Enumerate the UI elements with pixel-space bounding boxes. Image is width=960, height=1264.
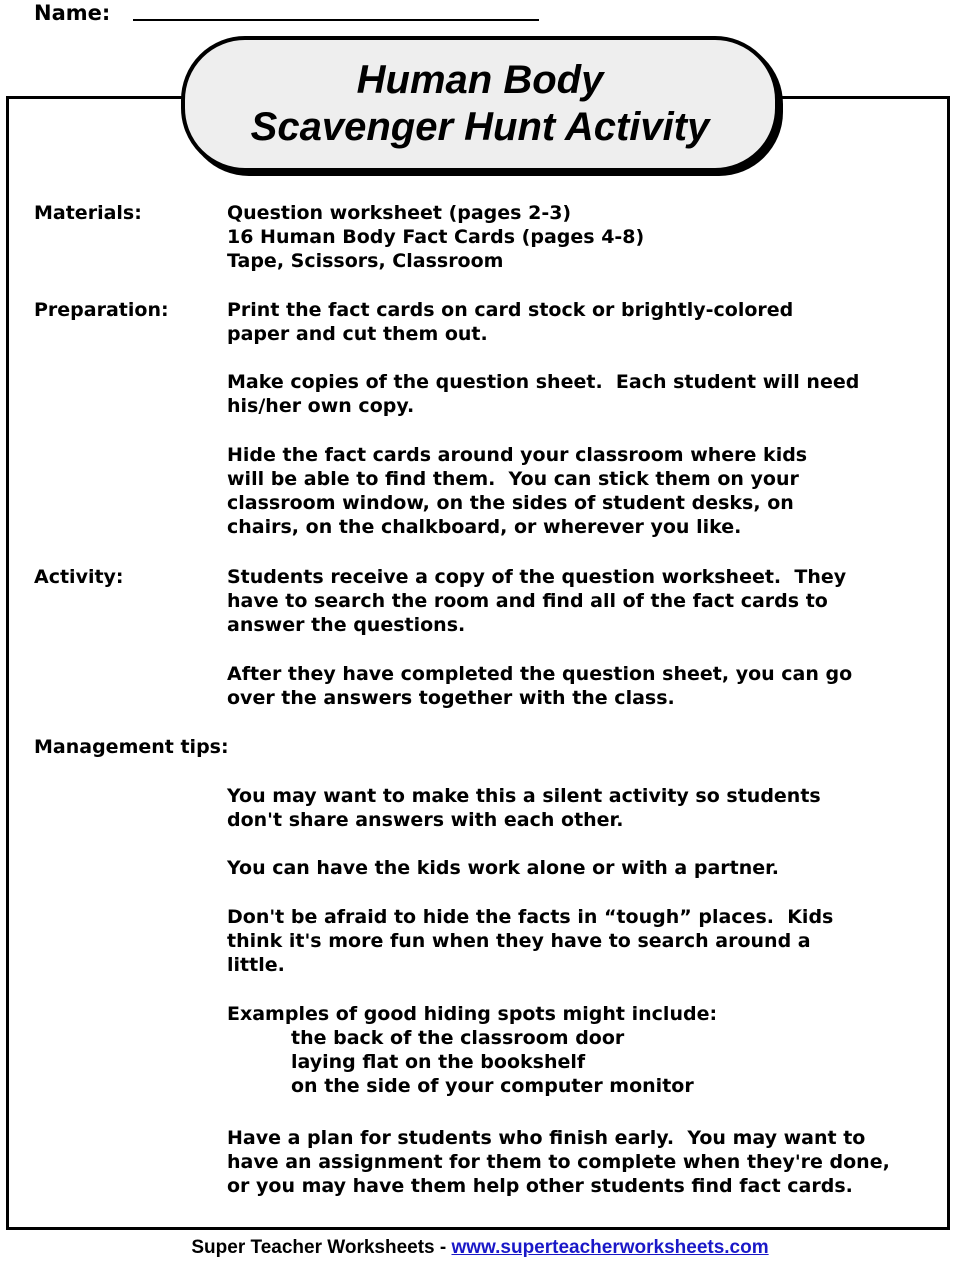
footer-link[interactable]: www.superteacherworksheets.com xyxy=(451,1237,769,1258)
management-text: You can have the kids work alone or with a partner. xyxy=(227,857,780,879)
management-label: Management tips: xyxy=(34,736,229,758)
title-line-1: Human Body xyxy=(356,58,604,102)
preparation-text: classroom window, on the sides of student desks, on xyxy=(227,492,794,514)
preparation-text: his/her own copy. xyxy=(227,395,415,417)
hiding-spot-item: the back of the classroom door xyxy=(291,1027,625,1049)
title-banner xyxy=(181,36,779,172)
preparation-text: paper and cut them out. xyxy=(227,323,488,345)
materials-line: Tape, Scissors, Classroom xyxy=(227,250,504,272)
preparation-text: Print the fact cards on card stock or brightly-colored xyxy=(227,299,794,321)
footer xyxy=(0,1236,960,1260)
preparation-label: Preparation: xyxy=(34,299,169,321)
management-text: little. xyxy=(227,954,285,976)
management-text: or you may have them help other students find fact cards. xyxy=(227,1175,853,1197)
management-text: Have a plan for students who finish early. You may want to xyxy=(227,1127,866,1149)
title-line-2: Scavenger Hunt Activity xyxy=(250,105,710,149)
name-label: Name: xyxy=(34,1,111,25)
materials-line: Question worksheet (pages 2-3) xyxy=(227,202,572,224)
management-text: don't share answers with each other. xyxy=(227,809,624,831)
hiding-spots-intro: Examples of good hiding spots might include: xyxy=(227,1003,718,1025)
activity-text: After they have completed the question sheet, you can go xyxy=(227,663,853,685)
hiding-spot-item: on the side of your computer monitor xyxy=(291,1075,694,1097)
footer-text: Super Teacher Worksheets - xyxy=(191,1237,452,1258)
name-blank-line xyxy=(133,19,539,21)
preparation-text: will be able to find them. You can stick them on your xyxy=(227,468,799,490)
preparation-text: Make copies of the question sheet. Each student will need xyxy=(227,371,860,393)
activity-text: over the answers together with the class. xyxy=(227,687,675,709)
activity-text: answer the questions. xyxy=(227,614,466,636)
preparation-text: chairs, on the chalkboard, or wherever you like. xyxy=(227,516,742,538)
preparation-text: Hide the fact cards around your classroom where kids xyxy=(227,444,808,466)
materials-label: Materials: xyxy=(34,202,142,224)
management-text: You may want to make this a silent activity so students xyxy=(227,785,821,807)
management-text: have an assignment for them to complete when they're done, xyxy=(227,1151,890,1173)
management-text: think it's more fun when they have to search around a xyxy=(227,930,811,952)
activity-label: Activity: xyxy=(34,566,124,588)
management-text: Don't be afraid to hide the facts in “tough” places. Kids xyxy=(227,906,834,928)
activity-text: have to search the room and find all of the fact cards to xyxy=(227,590,828,612)
activity-text: Students receive a copy of the question worksheet. They xyxy=(227,566,847,588)
hiding-spot-item: laying flat on the bookshelf xyxy=(291,1051,586,1073)
materials-line: 16 Human Body Fact Cards (pages 4-8) xyxy=(227,226,645,248)
